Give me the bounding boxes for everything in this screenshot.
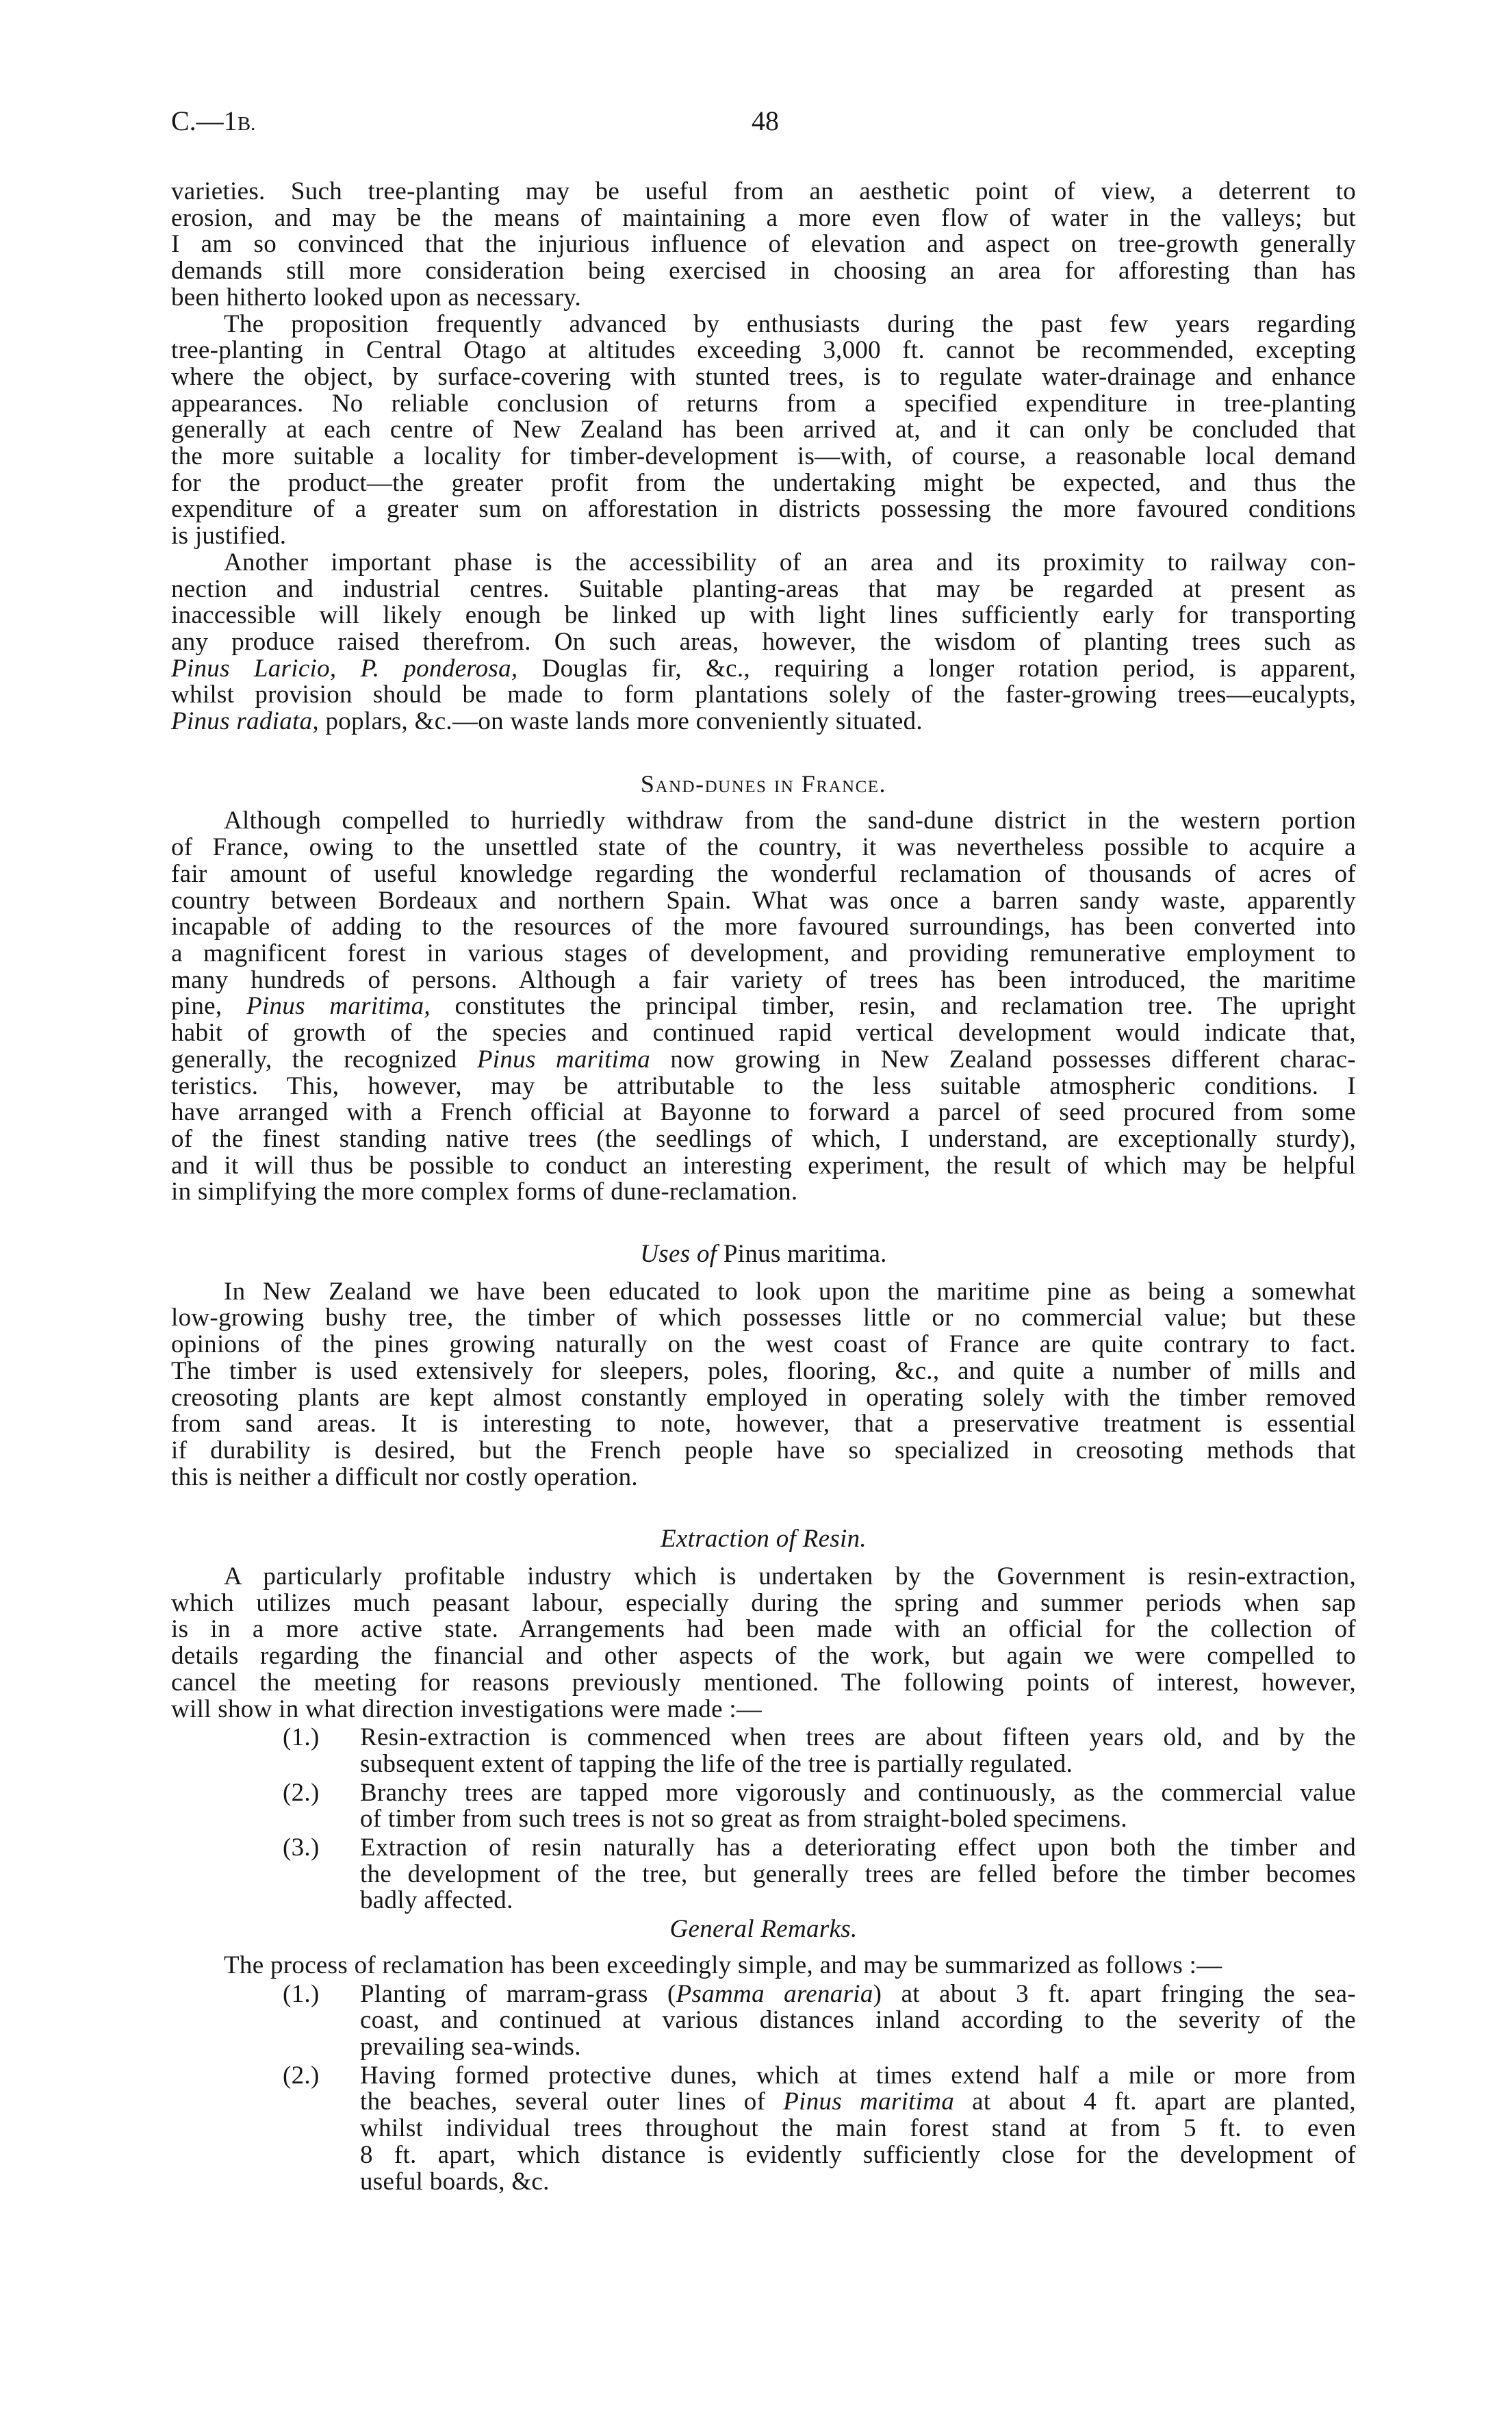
text-line: incapable of adding to the resources of the more favoured surroundings, has been converted into [171, 913, 1356, 941]
list-item-number: (3.) [283, 1834, 320, 1862]
text-line: teristics. This, however, may be attributable to the less suitable atmospheric conditions. I [171, 1071, 1356, 1100]
text-line: Although compelled to hurriedly withdraw from the sand-dune district in the western portion [224, 807, 1356, 835]
text-line: inaccessible will likely enough be linked up with light lines sufficiently early for transporting [171, 601, 1356, 630]
text-line: this is neither a difficult nor costly operation. [171, 1462, 638, 1491]
list-item [171, 1780, 1356, 1833]
text-line: Resin-extraction is commenced when trees are about fifteen years old, and by the [360, 1723, 1356, 1752]
paragraph [171, 1279, 1356, 1491]
italic-text: Pinus maritima [783, 2088, 955, 2116]
list-item-number: (2.) [283, 1778, 320, 1807]
document-reference [171, 105, 255, 136]
text-run: Planting of marram-grass ( [360, 1979, 676, 2008]
text-line: where the object, by surface-covering with stunted trees, is to regulate water-drainage and enhance [171, 362, 1356, 391]
text-run: now growing in New Zealand possesses different charac- [650, 1045, 1356, 1074]
text-line: opinions of the pines growing naturally on the west coast of France are quite contrary to fact. [171, 1330, 1356, 1359]
text-line: Another important phase is the accessibility of an area and its proximity to railway con- [224, 548, 1356, 576]
text-line: tree-planting in Central Otago at altitudes exceeding 3,000 ft. cannot be recommended, excepting [171, 336, 1356, 365]
text-run: Pinus maritima. [723, 1240, 887, 1269]
italic-text: Pinus Laricio, P. ponderosa, [171, 654, 518, 683]
section-heading [171, 1526, 1356, 1553]
text-line: whilst individual trees throughout the main forest stand at from 5 ft. to even [360, 2114, 1356, 2143]
text-line: is justified. [171, 522, 287, 550]
paragraph [171, 179, 1356, 312]
list-item-number: (2.) [283, 2061, 320, 2090]
page-number: 48 [752, 105, 779, 136]
paragraph [171, 1564, 1356, 1723]
text-line: Branchy trees are tapped more vigorously and continuously, as the commercial value [360, 1778, 1356, 1807]
text-line: subsequent extent of tapping the life of the tree is partially regulated. [360, 1749, 1073, 1778]
text-line [360, 1981, 1356, 2008]
italic-text: Psamma arenaria [676, 1979, 873, 2008]
text-line: of the finest standing native trees (the seedlings of which, I understand, are exceptionally sturdy), [171, 1124, 1356, 1153]
text-run: pine, [171, 992, 247, 1021]
text-line: The timber is used extensively for sleepers, poles, flooring, &c., and quite a number of mills and [171, 1356, 1356, 1385]
text-line: varieties. Such tree-planting may be useful from an aesthetic point of view, a deterrent to [171, 177, 1356, 205]
text-run: at about 4 ft. apart are planted, [954, 2088, 1356, 2116]
text-line: 8 ft. apart, which distance is evidently sufficiently close for the development of [360, 2140, 1356, 2169]
text-line: prevailing sea-winds. [360, 2033, 581, 2061]
text-line [171, 993, 1356, 1020]
text-run: generally, the recognized [171, 1045, 477, 1074]
paragraph [171, 309, 1356, 550]
section-heading [171, 1241, 1356, 1268]
text-line: country between Bordeaux and northern Spain. What was once a barren sandy waste, apparently [171, 886, 1356, 915]
text-line: The proposition frequently advanced by enthusiasts during the past few years regarding [224, 309, 1356, 338]
text-run: Sand-dunes in France. [640, 770, 887, 798]
text-line: many hundreds of persons. Although a fair variety of trees has been introduced, the maritime [171, 965, 1356, 994]
text-line [171, 1916, 1356, 1943]
text-line: habit of growth of the species and continued rapid vertical development would indicate that, [171, 1019, 1356, 1048]
list-item [171, 1835, 1356, 1914]
text-line: which utilizes much peasant labour, especially during the spring and summer periods when sap [171, 1588, 1356, 1617]
text-line: of France, owing to the unsettled state of the country, it was nevertheless possible to acquire a [171, 833, 1356, 862]
text-line: appearances. No reliable conclusion of returns from a specified expenditure in tree-planting [171, 389, 1356, 418]
text-run: constitutes the principal timber, resin, and reclamation tree. The upright [430, 992, 1356, 1021]
list-item-number: (1.) [283, 1979, 320, 2008]
text-line: generally at each centre of New Zealand has been arrived at, and it can only be concluded that [171, 416, 1356, 444]
italic-text: Uses of [640, 1240, 723, 1269]
text-line: nection and industrial centres. Suitable planting-areas that may be regarded at present as [171, 574, 1356, 603]
text-run: poplars, &c.—on waste lands more conveniently situated. [318, 707, 923, 736]
text-line: whilst provision should be made to form plantations solely of the faster-growing trees—eucalypts, [171, 681, 1356, 709]
italic-text: Pinus maritima [476, 1045, 651, 1074]
text-line: in simplifying the more complex forms of dune-reclamation. [171, 1178, 798, 1206]
text-line: of timber from such trees is not so great as from straight-boled specimens. [360, 1805, 1127, 1834]
text-line [171, 1526, 1356, 1553]
italic-text: Extraction of Resin. [661, 1525, 867, 1553]
document-reference-suffix: B. [237, 113, 256, 135]
list-item [171, 1725, 1356, 1777]
text-run: the beaches, several outer lines of [360, 2088, 784, 2116]
page-header [171, 105, 1356, 137]
document-reference-main: C.—1 [171, 105, 238, 136]
text-line: cancel the meeting for reasons previously mentioned. The following points of interest, however, [171, 1668, 1356, 1697]
text-line: low-growing bushy tree, the timber of which possesses little or no commercial value; but these [171, 1304, 1356, 1332]
list-item [171, 1981, 1356, 2061]
text-line: Having formed protective dunes, which at times extend half a mile or more from [360, 2061, 1356, 2090]
text-line: will show in what direction investigations were made :— [171, 1695, 763, 1723]
text-line: useful boards, &c. [360, 2167, 550, 2196]
italic-text: Pinus maritima, [246, 992, 431, 1021]
text-line: have arranged with a French official at Bayonne to forward a parcel of seed procured from some [171, 1098, 1356, 1127]
text-line: for the product—the greater profit from the undertaking might be expected, and thus the [171, 468, 1356, 497]
text-line: creosoting plants are kept almost constantly employed in operating solely with the timber removed [171, 1383, 1356, 1412]
text-line: In New Zealand we have been educated to look upon the maritime pine as being a somewhat [224, 1277, 1356, 1306]
paragraph [171, 808, 1356, 1206]
section-heading [171, 1916, 1356, 1943]
text-line: I am so convinced that the injurious influence of elevation and aspect on tree-growth generally [171, 230, 1356, 259]
text-line: details regarding the financial and other aspects of the work, but again we were compelled to [171, 1642, 1356, 1671]
text-line: is in a more active state. Arrangements had been made with an official for the collection of [171, 1615, 1356, 1644]
text-line: Extraction of resin naturally has a deteriorating effect upon both the timber and [360, 1834, 1356, 1862]
text-line: any produce raised therefrom. On such areas, however, the wisdom of planting trees such as [171, 627, 1356, 656]
italic-text: General Remarks. [669, 1915, 858, 1944]
paragraph [171, 1953, 1356, 1979]
text-line: badly affected. [360, 1886, 513, 1915]
text-line [171, 1047, 1356, 1074]
text-line [171, 771, 1356, 798]
text-line: the development of the tree, but generally trees are felled before the timber becomes [360, 1860, 1356, 1888]
text-line: if durability is desired, but the French people have so specialized in creosoting methods that [171, 1436, 1356, 1464]
section-heading [171, 771, 1356, 798]
list-item-number: (1.) [283, 1723, 320, 1752]
text-line: a magnificent forest in various stages of development, and providing remunerative employment to [171, 939, 1356, 967]
text-line: the more suitable a locality for timber-development is—with, of course, a reasonable local demand [171, 442, 1356, 471]
text-line: from sand areas. It is interesting to note, however, that a preservative treatment is essential [171, 1410, 1356, 1438]
text-line: A particularly profitable industry which is undertaken by the Government is resin-extraction, [224, 1562, 1356, 1591]
italic-text: Pinus radiata, [171, 707, 319, 736]
text-line: demands still more consideration being exercised in choosing an area for afforesting than has [171, 257, 1356, 286]
text-line [171, 709, 1356, 735]
text-line: The process of reclamation has been exceedingly simple, and may be summarized as follows :— [224, 1951, 1222, 1979]
document-body [171, 179, 1356, 2195]
text-line: and it will thus be possible to conduct an interesting experiment, the result of which may be helpful [171, 1151, 1356, 1180]
text-line [171, 1241, 1356, 1268]
text-run: ) at about 3 ft. apart fringing the sea- [873, 1979, 1356, 2008]
text-line [360, 2089, 1356, 2116]
text-line: been hitherto looked upon as necessary. [171, 283, 582, 312]
paragraph [171, 550, 1356, 735]
text-line: fair amount of useful knowledge regarding the wonderful reclamation of thousands of acres of [171, 859, 1356, 888]
text-line: expenditure of a greater sum on afforestation in districts possessing the more favoured conditions [171, 495, 1356, 524]
list-item [171, 2063, 1356, 2196]
text-run: Douglas fir, &c., requiring a longer rotation period, is apparent, [517, 654, 1356, 683]
text-line: erosion, and may be the means of maintaining a more even flow of water in the valleys; but [171, 203, 1356, 232]
text-line [171, 656, 1356, 683]
text-line: coast, and continued at various distances inland according to the severity of the [360, 2006, 1356, 2035]
